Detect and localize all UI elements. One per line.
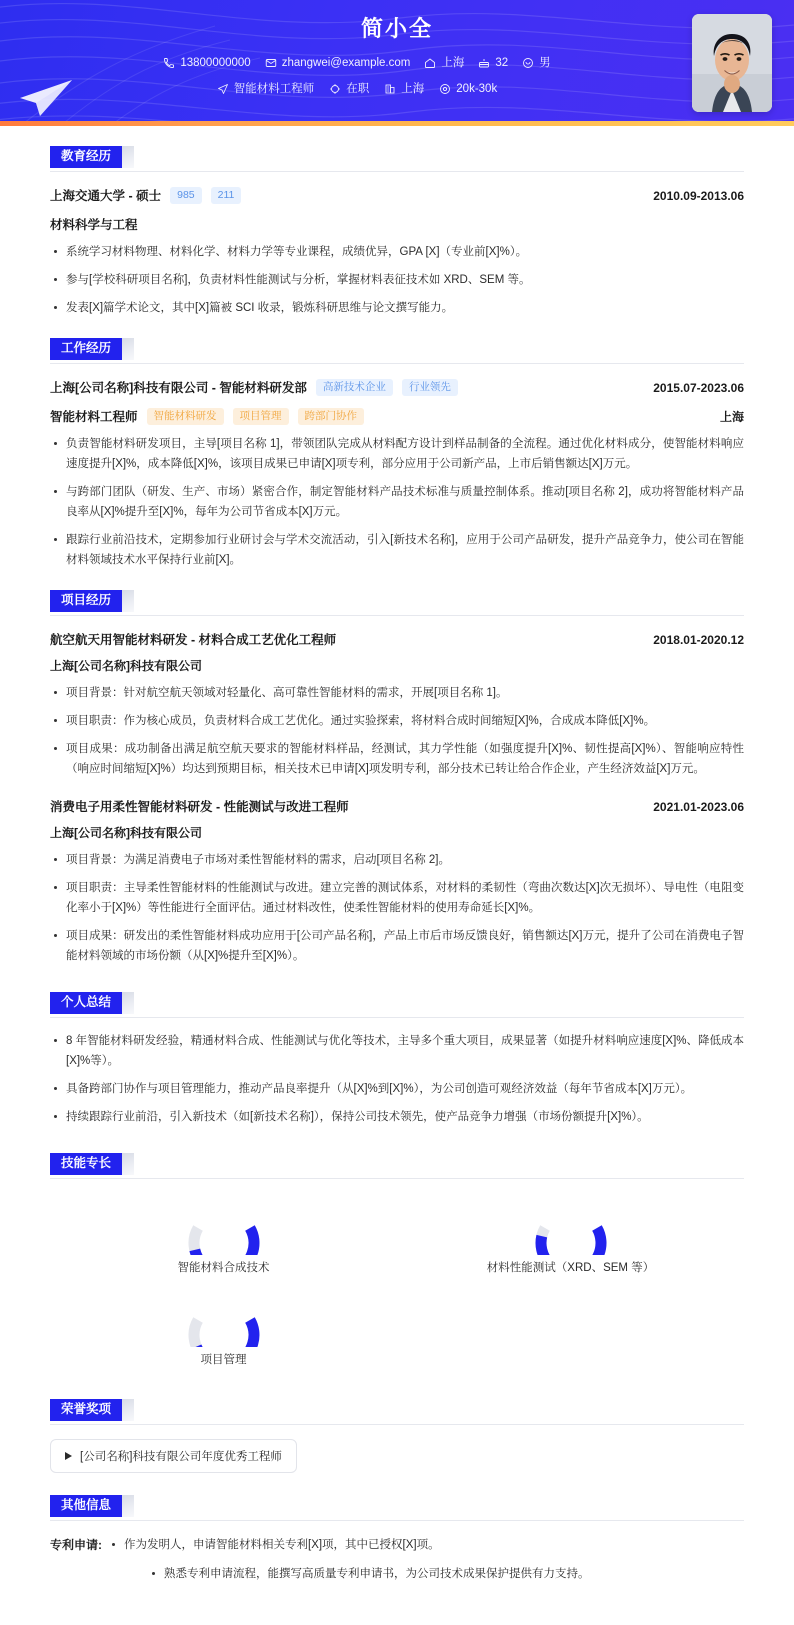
education-school: 上海交通大学 - 硕士 (50, 189, 162, 203)
work-role: 智能材料工程师 (50, 410, 138, 424)
section-header-honors (50, 1399, 744, 1421)
education-date: 2010.09-2013.06 (653, 189, 744, 203)
section-header-projects (50, 590, 744, 612)
section-header-education (50, 146, 744, 168)
play-triangle-icon (65, 1452, 72, 1460)
list-item: 项目背景：为满足消费电子市场对柔性智能材料的需求，启动[项目名称 2]。 (50, 850, 744, 870)
header-accent-bar (0, 121, 794, 126)
education-bullets (50, 242, 744, 318)
section-work (50, 338, 744, 570)
education-entry (50, 186, 744, 318)
contact-row-primary (0, 55, 794, 71)
skill-item (397, 1193, 744, 1275)
project-company: 上海[公司名称]科技有限公司 (50, 659, 202, 673)
skill-label: 材料性能测试（XRD、SEM 等） (486, 1262, 655, 1274)
other-info-key: 专利申请: (50, 1538, 102, 1552)
gender-icon (522, 57, 534, 69)
work-role-tag-3: 跨部门协作 (298, 408, 365, 425)
other-info-row (50, 1535, 744, 1593)
list-item: 系统学习材料物理、材料化学、材料力学等专业课程，成绩优异，GPA [X]（专业前[X]%）。 (50, 242, 744, 262)
education-major: 材料科学与工程 (50, 218, 138, 232)
avatar-portrait (692, 14, 772, 112)
contact-age-text: 32 (495, 57, 509, 69)
section-title-skills: 技能专长 (50, 1153, 122, 1175)
section-badge-tail (122, 338, 134, 360)
contact-row-secondary (0, 81, 794, 97)
section-badge-tail (122, 146, 134, 168)
work-company: 上海[公司名称]科技有限公司 - 智能材料研发部 (50, 381, 307, 395)
honor-label: [公司名称]科技有限公司年度优秀工程师 (80, 1451, 282, 1463)
list-item: 项目成果：研发出的柔性智能材料成功应用于[公司产品名称]，产品上市后市场反馈良好，销售额达[X]万元，提升了公司在消费电子智能材料领域的市场份额（从[X]%提升至[X]%）。 (50, 926, 744, 966)
list-item: 持续跟踪行业前沿，引入新技术（如[新技术名称]），保持公司技术领先，使产品竞争力增强（市场份额提升[X]%）。 (50, 1107, 744, 1127)
contact-gender-text: 男 (539, 57, 551, 69)
list-item: 项目成果：成功制备出满足航空航天要求的智能材料样品，经测试，其力学性能（如强度提升[X]%、韧性提高[X]%）、智能响应特性（响应时间缩短[X]%）均达到预期目标，相关技术已申请[X]项发明专利，部分技术已转让给合作企业，产生经济效益[X]万元。 (50, 739, 744, 779)
section-skills (50, 1153, 744, 1377)
avatar (692, 14, 772, 112)
skill-gauge (176, 1193, 272, 1255)
skills-grid (50, 1193, 744, 1377)
skill-label: 智能材料合成技术 (177, 1262, 270, 1274)
contact-status (329, 81, 369, 97)
project-company: 上海[公司名称]科技有限公司 (50, 826, 202, 840)
contact-salary (439, 81, 497, 97)
send-icon (217, 83, 229, 95)
list-item: 与跨部门团队（研发、生产、市场）紧密合作，制定智能材料产品技术标准与质量控制体系。推动[项目名称 2]，成功将智能材料产品良率从[X]%提升至[X]%，每年为公司节省成本[X]万元。 (50, 482, 744, 522)
section-title-other: 其他信息 (50, 1495, 122, 1517)
list-item: 项目职责：主导柔性智能材料的性能测试与改进。建立完善的测试体系，对材料的柔韧性（弯曲次数达[X]次无损坏）、导电性（电阻变化率小于[X]%）等性能进行全面评估。通过材料改性，使柔性智能材料的使用寿命延长[X]%。 (50, 878, 744, 918)
section-other (50, 1495, 744, 1593)
section-header-other (50, 1495, 744, 1517)
section-badge-tail (122, 1495, 134, 1517)
skill-gauge (176, 1285, 272, 1347)
section-divider (50, 363, 744, 364)
list-item: 跟踪行业前沿技术，定期参加行业研讨会与学术交流活动，引入[新技术名称]，应用于公司产品研发，提升产品竞争力，使公司在智能材料领域技术水平保持行业前[X]。 (50, 530, 744, 570)
status-icon (329, 83, 341, 95)
work-role-line (50, 407, 364, 425)
section-title-summary: 个人总结 (50, 992, 122, 1014)
education-tag-211: 211 (211, 187, 242, 204)
list-item: 具备跨部门协作与项目管理能力，推动产品良率提升（从[X]%到[X]%），为公司创造可观经济效益（每年节省成本[X]万元）。 (50, 1079, 744, 1099)
work-entry-header (50, 378, 744, 396)
cake-icon (478, 57, 490, 69)
project-entry (50, 797, 744, 966)
list-item: 项目职责：作为核心成员，负责材料合成工艺优化。通过实验探索，将材料合成时间缩短[X]%，合成成本降低[X]%。 (50, 711, 744, 731)
contact-hometown-text: 上海 (441, 57, 465, 69)
section-divider (50, 1520, 744, 1521)
page-title: 简小全 (360, 16, 433, 41)
city-icon (384, 83, 396, 95)
salary-icon (439, 83, 451, 95)
work-entry (50, 378, 744, 570)
skill-item (50, 1285, 397, 1367)
contact-position (217, 81, 315, 97)
work-company-line (50, 378, 458, 396)
section-badge-tail (122, 590, 134, 612)
contact-phone-text: 13800000000 (180, 57, 251, 69)
section-title-education: 教育经历 (50, 146, 122, 168)
section-header-work (50, 338, 744, 360)
list-item: 参与[学校科研项目名称]，负责材料性能测试与分析，掌握材料表征技术如 XRD、SEM 等。 (50, 270, 744, 290)
home-icon (424, 57, 436, 69)
honor-item[interactable] (50, 1439, 297, 1473)
section-badge-tail (122, 1153, 134, 1175)
project-entry-header (50, 797, 744, 815)
contact-gender (522, 55, 551, 71)
list-item: 负责智能材料研发项目，主导[项目名称 1]，带领团队完成从材料配方设计到样品制备的全流程。通过优化材料成分，使智能材料响应速度提升[X]%，成本降低[X]%，该项目成果已申请[X]项专利，部分应用于公司新产品，上市后销售额达[X]万元。 (50, 434, 744, 474)
section-divider (50, 171, 744, 172)
work-company-tag-2: 行业领先 (402, 379, 458, 396)
section-header-summary (50, 992, 744, 1014)
work-role-tag-1: 智能材料研发 (147, 408, 224, 425)
list-item: 项目背景：针对航空航天领域对轻量化、高可靠性智能材料的需求，开展[项目名称 1]。 (50, 683, 744, 703)
education-school-line (50, 186, 241, 204)
section-title-projects: 项目经历 (50, 590, 122, 612)
other-info-bullets (108, 1535, 744, 1593)
project-name: 消费电子用柔性智能材料研发 - 性能测试与改进工程师 (50, 800, 349, 814)
education-entry-header (50, 186, 744, 204)
work-location: 上海 (719, 410, 744, 424)
project-date: 2021.01-2023.06 (653, 800, 744, 814)
resume-header (0, 0, 794, 126)
section-education (50, 146, 744, 318)
contact-status-text: 在职 (346, 83, 370, 95)
work-role-tag-2: 项目管理 (233, 408, 289, 425)
section-title-honors: 荣誉奖项 (50, 1399, 122, 1421)
section-divider (50, 615, 744, 616)
summary-bullets (50, 1031, 744, 1127)
section-badge-tail (122, 992, 134, 1014)
contact-email-text: zhangwei@example.com (281, 57, 411, 69)
section-divider (50, 1017, 744, 1018)
skill-gauge (523, 1193, 619, 1255)
skill-label: 项目管理 (200, 1354, 247, 1366)
contact-position-text: 智能材料工程师 (233, 83, 315, 95)
section-title-work: 工作经历 (50, 338, 122, 360)
section-header-skills (50, 1153, 744, 1175)
work-date: 2015.07-2023.06 (653, 381, 744, 395)
skill-item (50, 1193, 397, 1275)
work-role-row (50, 407, 744, 425)
list-item: 作为发明人，申请智能材料相关专利[X]项，其中已授权[X]项。 (108, 1535, 744, 1555)
contact-city-text: 上海 (401, 83, 425, 95)
project-name-line (50, 797, 349, 815)
contact-email (265, 55, 411, 71)
section-badge-tail (122, 1399, 134, 1421)
mail-icon (265, 57, 277, 69)
work-company-tag-1: 高新技术企业 (316, 379, 393, 396)
section-honors (50, 1399, 744, 1473)
project-entry-header (50, 630, 744, 648)
education-tag-985: 985 (170, 187, 202, 204)
project-name-line (50, 630, 336, 648)
section-divider (50, 1424, 744, 1425)
project-bullets (50, 683, 744, 779)
work-bullets (50, 434, 744, 570)
contact-city (384, 81, 424, 97)
list-item: 发表[X]篇学术论文，其中[X]篇被 SCI 收录，锻炼科研思维与论文撰写能力。 (50, 298, 744, 318)
list-item: 熟悉专利申请流程，能撰写高质量专利申请书，为公司技术成果保护提供有力支持。 (108, 1564, 744, 1584)
contact-phone (163, 55, 250, 71)
phone-icon (163, 57, 175, 69)
resume-body (0, 146, 794, 1593)
contact-hometown (424, 55, 464, 71)
contact-age (478, 55, 508, 71)
project-name: 航空航天用智能材料研发 - 材料合成工艺优化工程师 (50, 633, 337, 647)
list-item: 8 年智能材料研发经验，精通材料合成、性能测试与优化等技术，主导多个重大项目，成果显著（如提升材料响应速度[X]%、降低成本[X]%等）。 (50, 1031, 744, 1071)
project-bullets (50, 850, 744, 966)
contact-salary-text: 20k-30k (456, 83, 498, 95)
section-summary (50, 992, 744, 1127)
section-projects (50, 590, 744, 966)
section-divider (50, 1178, 744, 1179)
project-date: 2018.01-2020.12 (653, 633, 744, 647)
project-entry (50, 630, 744, 779)
